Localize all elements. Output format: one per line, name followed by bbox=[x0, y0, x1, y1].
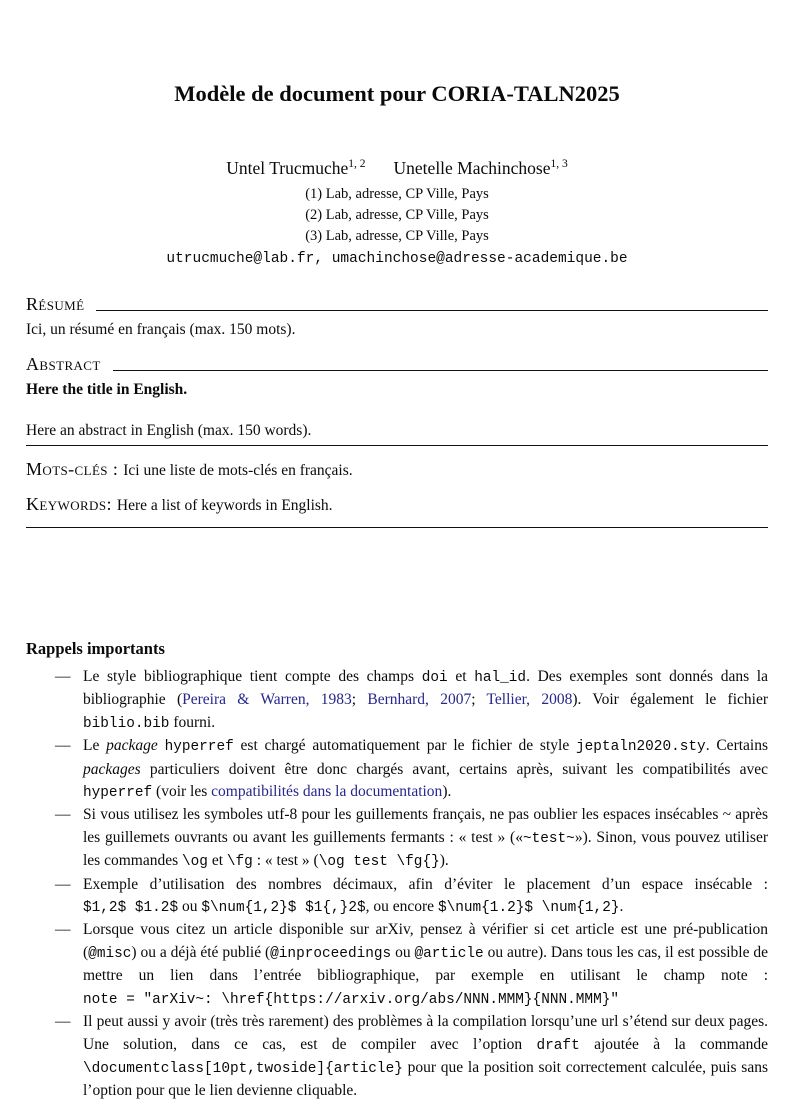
list-item bbox=[26, 874, 768, 920]
text-segment-mono: ~test~ bbox=[522, 830, 575, 847]
text-segment-plain: : « test » ( bbox=[252, 852, 319, 870]
hyperlink[interactable]: Bernhard, 2007 bbox=[367, 691, 472, 709]
rule bbox=[113, 370, 768, 371]
text-segment-plain: ou bbox=[391, 943, 415, 961]
abstract-text: Here an abstract in English (max. 150 words). bbox=[26, 420, 768, 446]
list-item bbox=[26, 1011, 768, 1103]
affiliation-2: (2) Lab, adresse, CP Ville, Pays bbox=[305, 207, 489, 223]
hyperlink[interactable]: Tellier, 2008 bbox=[486, 691, 573, 709]
text-segment-plain: , ou encore bbox=[365, 898, 438, 916]
text-segment-mono: \og test \fg{} bbox=[318, 854, 440, 871]
item-text bbox=[83, 1013, 768, 1099]
list-item bbox=[26, 919, 768, 1011]
text-segment-mono: hal_id bbox=[474, 670, 527, 686]
text-segment-mono: note = "arXiv~: \href{https://arxiv.org/abs/NNN.MMM}{NNN.MMM}" bbox=[83, 991, 619, 1008]
reminder-list bbox=[26, 666, 768, 1103]
author-2 bbox=[394, 158, 568, 178]
motscles-line bbox=[26, 459, 768, 481]
text-segment-plain: ou bbox=[178, 898, 202, 916]
text-segment-plain: ; bbox=[351, 691, 368, 709]
text-segment-mono: \documentclass[10pt,twoside]{article} bbox=[83, 1060, 403, 1077]
rule bbox=[96, 310, 768, 311]
text-segment-italic: packages bbox=[83, 760, 141, 778]
text-segment-italic: package bbox=[106, 737, 158, 755]
item-text bbox=[83, 876, 768, 915]
author-1 bbox=[226, 158, 365, 178]
text-segment-mono: $\num{1.2}$ \num{1,2} bbox=[437, 900, 620, 917]
list-item bbox=[26, 804, 768, 873]
text-segment-plain: et bbox=[207, 852, 227, 870]
text-segment-plain: Lorsque vous citez un article disponible sur arXiv, pensez à vérifier si cet article est une pré-publication ( bbox=[83, 921, 768, 961]
text-segment-plain: »). Sinon, vous pouvez utiliser les commandes bbox=[83, 828, 768, 870]
text-segment-plain: . Des exemples sont donnés dans la bibliographie ( bbox=[83, 668, 768, 709]
text-segment-plain: (voir les bbox=[152, 783, 212, 801]
author-emails: utrucmuche@lab.fr, umachinchose@adresse-academique.be bbox=[166, 251, 628, 267]
abstract-label: Abstract bbox=[26, 354, 101, 374]
text-segment-plain: Si vous utilisez les symboles utf-8 pour les guillements français, ne pas oublier les espaces insécables ~ après les guillemets ouvrants ou avant les guillements fermants : « test » (« bbox=[83, 806, 768, 846]
text-segment-mono: $\num{1,2}$ $1{,}2$ bbox=[201, 900, 366, 917]
text-segment-plain: . Certains bbox=[705, 737, 769, 755]
hyperlink[interactable]: Pereira & Warren, 1983 bbox=[182, 691, 352, 709]
text-segment-plain: ; bbox=[471, 691, 487, 709]
text-segment-plain: particuliers doivent être donc chargés avant, certains après, suivant les compatibilités avec bbox=[140, 760, 768, 778]
list-item bbox=[26, 666, 768, 735]
affiliation-1: (1) Lab, adresse, CP Ville, Pays bbox=[305, 186, 489, 202]
item-text bbox=[83, 921, 768, 1006]
text-segment-mono: @inproceedings bbox=[270, 945, 392, 962]
item-dash-marker: — bbox=[55, 806, 71, 824]
item-text bbox=[83, 668, 768, 731]
text-segment-mono: biblio.bib bbox=[83, 715, 170, 732]
keywords-label: Keywords: bbox=[26, 494, 112, 514]
text-segment-plain: ou autre). Dans tous les cas, il est possible de mettre un lien dans l’entrée bibliographique, par exemple en utilisant le champ note : bbox=[83, 943, 769, 985]
item-text bbox=[83, 737, 768, 800]
section-heading: Rappels importants bbox=[26, 639, 165, 658]
text-segment-mono: doi bbox=[421, 670, 448, 686]
resume-text: Ici, un résumé en français (max. 150 mots). bbox=[26, 321, 296, 338]
author-1-affiliation-marks: 1, 2 bbox=[348, 158, 366, 170]
list-item bbox=[26, 735, 768, 804]
resume-label: Résumé bbox=[26, 294, 85, 314]
author-1-name: Untel Trucmuche bbox=[226, 158, 349, 178]
text-segment-mono: hyperref bbox=[164, 739, 234, 756]
text-segment-plain: Le bbox=[83, 737, 107, 755]
english-title: Here the title in English. bbox=[26, 381, 188, 398]
text-segment-plain bbox=[158, 737, 165, 754]
authors-line bbox=[26, 153, 768, 179]
text-segment-mono: @misc bbox=[88, 945, 132, 962]
text-segment-mono: jeptaln2020.sty bbox=[576, 739, 706, 756]
text-segment-mono: @article bbox=[414, 945, 484, 962]
text-segment-plain: pour que la position soit correctement calculée, puis sans l’option pour que le lien devienne cliquable. bbox=[83, 1058, 768, 1100]
item-dash-marker: — bbox=[55, 921, 71, 939]
text-segment-plain: est chargé automatiquement par le fichier de style bbox=[233, 737, 576, 755]
text-segment-plain: ). Voir également le fichier bbox=[572, 691, 768, 709]
author-2-name: Unetelle Machinchose bbox=[393, 158, 551, 178]
keywords-line bbox=[26, 494, 768, 516]
motscles-label: Mots-clés : bbox=[26, 459, 119, 479]
abstract-block bbox=[26, 294, 768, 528]
text-segment-plain: . bbox=[619, 898, 624, 916]
text-segment-mono: hyperref bbox=[83, 785, 153, 802]
text-segment-plain: Exemple d’utilisation des nombres décimaux, afin d’éviter le placement d’un espace insécable : bbox=[83, 875, 768, 893]
text-segment-plain: et bbox=[447, 668, 475, 685]
text-segment-plain: ). bbox=[439, 852, 449, 870]
item-dash-marker: — bbox=[55, 668, 71, 685]
text-segment-plain: ) ou a déjà été publié ( bbox=[131, 943, 271, 961]
text-segment-mono: \fg bbox=[226, 854, 253, 871]
text-segment-plain: Le style bibliographique tient compte des champs bbox=[83, 668, 422, 685]
keywords-text: Here a list of keywords in English. bbox=[116, 497, 333, 514]
rule bbox=[26, 527, 768, 528]
resume-label-row bbox=[26, 294, 768, 315]
paper-title: Modèle de document pour CORIA-TALN2025 bbox=[174, 81, 620, 106]
motscles-text: Ici une liste de mots-clés en français. bbox=[123, 462, 353, 479]
text-segment-mono: draft bbox=[536, 1037, 580, 1054]
item-dash-marker: — bbox=[55, 737, 71, 755]
abstract-label-row bbox=[26, 354, 768, 375]
item-dash-marker: — bbox=[55, 875, 71, 893]
text-segment-plain: fourni. bbox=[169, 713, 216, 731]
text-segment-plain: ajoutée à la commande bbox=[579, 1035, 768, 1053]
item-text bbox=[83, 806, 768, 869]
hyperlink[interactable]: compatibilités dans la documentation bbox=[211, 783, 443, 801]
affiliation-3: (3) Lab, adresse, CP Ville, Pays bbox=[305, 228, 489, 244]
text-segment-plain: Il peut aussi y avoir (très très rarement) des problèmes à la compilation lorsqu’une url s’étend sur deux pages. Une solution, dans ce cas, est de compiler avec l’option bbox=[83, 1013, 768, 1053]
text-segment-mono: \og bbox=[182, 854, 208, 871]
text-segment-plain: ). bbox=[442, 783, 452, 801]
item-dash-marker: — bbox=[55, 1013, 71, 1031]
text-segment-mono: $1,2$ $1.2$ bbox=[83, 900, 179, 917]
affiliations bbox=[26, 184, 768, 247]
author-2-affiliation-marks: 1, 3 bbox=[550, 158, 568, 170]
